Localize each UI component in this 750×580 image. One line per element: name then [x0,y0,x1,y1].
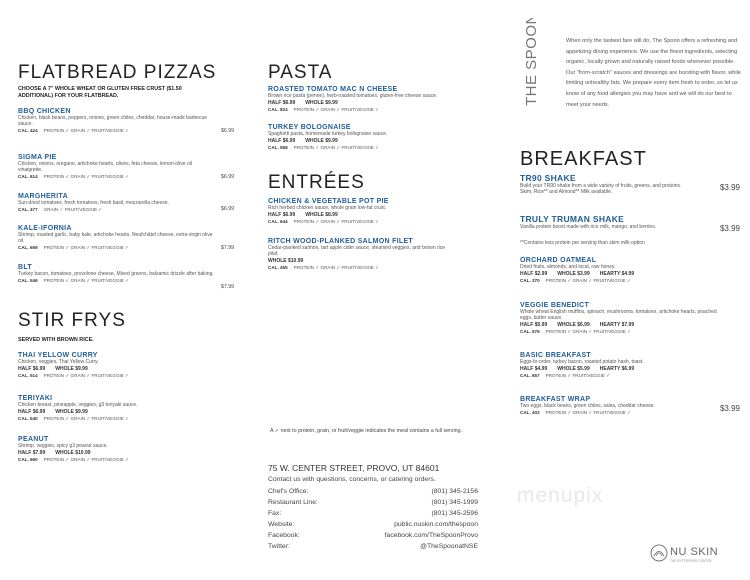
item-desc: Chicken, black beans, peppers, onions, green chiles, cheddar, house-made barbecue sauce. [18,115,208,128]
menu-item[interactable] [520,257,742,284]
nuskin-logo [650,544,719,567]
menu-item[interactable] [18,264,236,290]
item-portions: HALF $6.99 WHOLE $9.99 [18,366,88,373]
item-name: TURKEY BOLOGNAISE [268,124,351,131]
checkmark-note: A ✓ next to protein, grain, or fruit/veggie indicates the meal contains a full serving. [270,428,462,434]
contact-value[interactable]: facebook.com/TheSpoonProvo [384,532,478,539]
item-macros: CAL. 614 PROTEIN ✓ GRAIN ✓ FRUIT/VEGGIE ✓ [18,174,129,180]
item-desc: Whole wheat English muffins, spinach, mushrooms, tomatoes, artichoke hearts, poached eggs, butter sauce. [520,309,717,322]
item-name: SIGMA PIE [18,154,57,161]
item-desc: Spaghetti pasta, homemade turkey bolognaise sauce. [268,131,388,137]
item-name: VEGGIE BENEDICT [520,302,590,309]
menu-item[interactable] [520,302,742,335]
menu-item[interactable] [268,86,478,113]
item-macros: CAL. 576 PROTEIN ✓ GRAIN ✓ FRUIT/VEGGIE ✓ [520,329,631,335]
item-desc: Chicken, onions, oregano, artichoke hearts, olives, feta cheese, lemon-olive oil vinaigrette. [18,161,192,174]
item-desc: Dried fruits, almonds, and local, raw honey. [520,264,616,270]
item-portions: WHOLE $10.99 [268,258,304,265]
item-portions: HALF $6.99 WHOLE $8.99 [268,212,338,219]
breakfast-title: BREAKFAST [520,148,647,170]
menu-item[interactable] [18,193,236,213]
item-price: $6.99 [221,206,234,212]
item-name: THAI YELLOW CURRY [18,352,98,359]
item-desc: Brown rice pasta (penne), herb-roasted tomatoes, gluten-free cheese sauce. [268,93,438,99]
item-name: MARGHERITA [18,193,68,200]
item-portions: HALF $7.99 WHOLE $10.99 [18,450,91,457]
item-desc: Turkey bacon, tomatoes, provolone cheese, Mixed greens, balsamic drizzle after baking. [18,271,214,277]
item-macros: CAL. 514 PROTEIN ✓ GRAIN ✓ FRUIT/VEGGIE ✓ [18,373,129,379]
menu-item[interactable] [268,124,478,151]
item-macros: CAL. 644 PROTEIN ✓ GRAIN ✓ FRUIT/VEGGIE ✓ [268,219,379,225]
spoon-logo [520,18,542,108]
item-macros: CAL. 660 PROTEIN ✓ GRAIN ✓ FRUIT/VEGGIE ✓ [18,457,129,463]
contact-label: Chef's Office: [268,488,309,495]
item-desc: Sun-dried tomatoes, fresh tomatoes, fresh basil, mozzarella cheese. [18,200,169,206]
item-macros: CAL. 424 PROTEIN ✓ GRAIN ✓ FRUIT/VEGGIE ✓ [18,128,129,134]
item-portions: HALF $4.99 WHOLE $5.99 HEARTY $6.99 [520,366,635,373]
item-desc: Shrimp, roasted garlic, baby kale, artichoke hearts, Neufchâtel cheese, extra-virgin olive oil. [18,232,213,245]
item-desc: Shrimp, veggies, spicy g3 peanut sauce. [18,443,108,449]
contact-chef-office [268,488,478,495]
item-name: BBQ CHICKEN [18,108,71,115]
item-desc: Chicken, veggies, Thai Yellow Curry. [18,359,99,365]
item-macros: CAL. 477 GRAIN ✓ FRUIT/VEGGIE ✓ [18,207,103,213]
item-name: RITCH WOOD-PLANKED SALMON FILET [268,238,414,245]
item-desc: Chicken breast, pineapple, veggies, g3 teriyaki sauce. [18,402,138,408]
item-portions: HALF $6.99 WHOLE $9.99 [268,100,338,107]
item-price: $7.99 [221,245,234,251]
menu-item[interactable] [520,173,742,195]
contact-facebook [268,532,478,539]
item-desc: Rich herbed chicken sauce, whole grain low-fat crust. [268,205,387,211]
item-price: $3.99 [719,183,740,192]
menu-item[interactable] [18,395,236,422]
item-desc: Two eggs, black beans, green chiles, salsa, cheddar cheese. [520,403,655,409]
menu-item[interactable] [18,108,236,134]
contact-value[interactable]: (801) 345-2596 [431,510,478,517]
item-price: $3.99 [719,404,740,413]
item-name: TR90 SHAKE [520,173,576,183]
contact-label: Fax: [268,510,282,517]
contact-value[interactable]: (801) 345-2156 [431,488,478,495]
menu-item[interactable] [520,352,742,379]
contact-line: Contact us with questions, concerns, or catering orders. [268,476,436,483]
contact-label: Facebook: [268,532,300,539]
contact-value[interactable]: @TheSpoonatNSE [420,543,478,550]
item-name: ORCHARD OATMEAL [520,257,597,264]
item-macros: CAL. 455 PROTEIN ✓ GRAIN ✓ FRUIT/VEGGIE ✓ [268,265,379,271]
item-macros: CAL. 657 PROTEIN ✓ FRUIT/VEGGIE ✓ [520,373,611,379]
menu-item[interactable] [268,198,478,225]
item-name: TRULY TRUMAN SHAKE [520,214,625,224]
menu-item[interactable] [18,352,236,379]
menu-item[interactable] [18,154,236,180]
contact-restaurant-line [268,499,478,506]
item-name: BREAKFAST WRAP [520,396,591,403]
contact-twitter [268,543,478,550]
contact-fax [268,510,478,517]
address: 75 W. CENTER STREET, PROVO, UT 84601 [268,463,440,473]
stirfry-note: SERVED WITH BROWN RICE. [18,337,94,343]
item-desc: Eggs-to-order, turkey bacon, roasted potato hash, toast. [520,359,644,365]
contact-label: Restaurant Line: [268,499,318,506]
item-desc: Cedar-planked salmon, tart apple cider sauce, steamed veggies, and brown rice pilaf. [268,245,446,258]
nuskin-name: NU SKIN [670,546,719,558]
flatbread-title: FLATBREAD PIZZAS [18,62,217,83]
entrees-title: ENTRÉES [268,172,365,193]
contact-value[interactable]: public.nuskin.com/thespoon [394,521,478,528]
menu-item[interactable] [520,214,742,233]
contact-label: Twitter: [268,543,290,550]
item-macros: CAL. 402 PROTEIN ✓ GRAIN ✓ FRUIT/VEGGIE ✓ [520,410,631,416]
item-desc: Build your TR90 shake from a wide variety of fruits, greens, and proteins. Skim, Rice** and Almond** Milk available. [520,183,682,196]
item-portions: HALF $6.99 WHOLE $9.99 [268,138,338,145]
contact-label: Website: [268,521,295,528]
item-price: $3.99 [719,224,740,233]
flatbread-note: CHOOSE A 7" WHOLE WHEAT OR GLUTEN FREE CRUST ($1.50 ADDITIONAL) FOR YOUR FLATBREAD. [18,86,182,99]
item-name: BLT [18,264,32,271]
item-macros: CAL. 546 PROTEIN ✓ GRAIN ✓ FRUIT/VEGGIE ✓ [18,278,129,284]
item-name: KALE-IFORNIA [18,225,72,232]
item-price: $6.99 [221,128,234,134]
menu-item[interactable] [18,225,236,251]
item-name: BASIC BREAKFAST [520,352,592,359]
item-portions: HALF $6.99 WHOLE $9.99 [18,409,88,416]
item-price: $6.99 [221,174,234,180]
item-portions: HALF $5.99 WHOLE $6.99 HEARTY $7.99 [520,322,635,329]
item-macros: CAL. 659 PROTEIN ✓ GRAIN ✓ FRUIT/VEGGIE ✓ [18,245,129,251]
menu-item[interactable] [18,436,236,463]
intro-text: When only the tastiest fare will do, The Spoon offers a refreshing and appetizing dining experience. We use the finest ingredients, selecting organic, locally grown and naturally raised foods whenever possible. Our "from-scratch" sauces and dressings are bursting with flavor, while limiting unhealthy fats. We prepare every item fresh to order, so let us know of any food allergies you may have and we will do our best to meet your needs. [566,38,741,108]
item-name: PEANUT [18,436,49,443]
protein-footnote: **Contains less protein per serving than skim milk option [520,240,645,246]
contact-website [268,521,478,528]
nuskin-tagline: THE ENTERPRISE CENTER [670,559,712,563]
item-macros: CAL. 824 PROTEIN ✓ GRAIN ✓ FRUIT/VEGGIE ✓ [268,107,379,113]
menu-item[interactable] [520,396,742,416]
nuskin-emblem-icon [650,544,668,562]
contact-value[interactable]: (801) 345-1999 [431,499,478,506]
item-price: $7.99 [221,284,234,290]
item-name: ROASTED TOMATO MAC N CHEESE [268,86,398,93]
svg-text:THE SPOON: THE SPOON [523,18,540,106]
item-macros: CAL. 540 PROTEIN ✓ GRAIN ✓ FRUIT/VEGGIE ✓ [18,416,129,422]
pasta-title: PASTA [268,62,333,83]
item-name: TERIYAKI [18,395,53,402]
menupix-watermark: menupix [517,484,604,507]
item-portions: HALF $2.99 WHOLE $3.99 HEARTY $4.99 [520,271,635,278]
item-name: CHICKEN & VEGETABLE POT PIE [268,198,389,205]
item-macros: CAL. 370 PROTEIN ✓ GRAIN ✓ FRUIT/VEGGIE ✓ [520,278,631,284]
item-desc: Vanilla protein boost made with rice milk, mango, and berries. [520,224,657,230]
menu-item[interactable] [268,238,478,271]
stirfry-title: STIR FRYS [18,310,126,331]
item-macros: CAL. 558 PROTEIN ✓ GRAIN ✓ FRUIT/VEGGIE ✓ [268,145,379,151]
